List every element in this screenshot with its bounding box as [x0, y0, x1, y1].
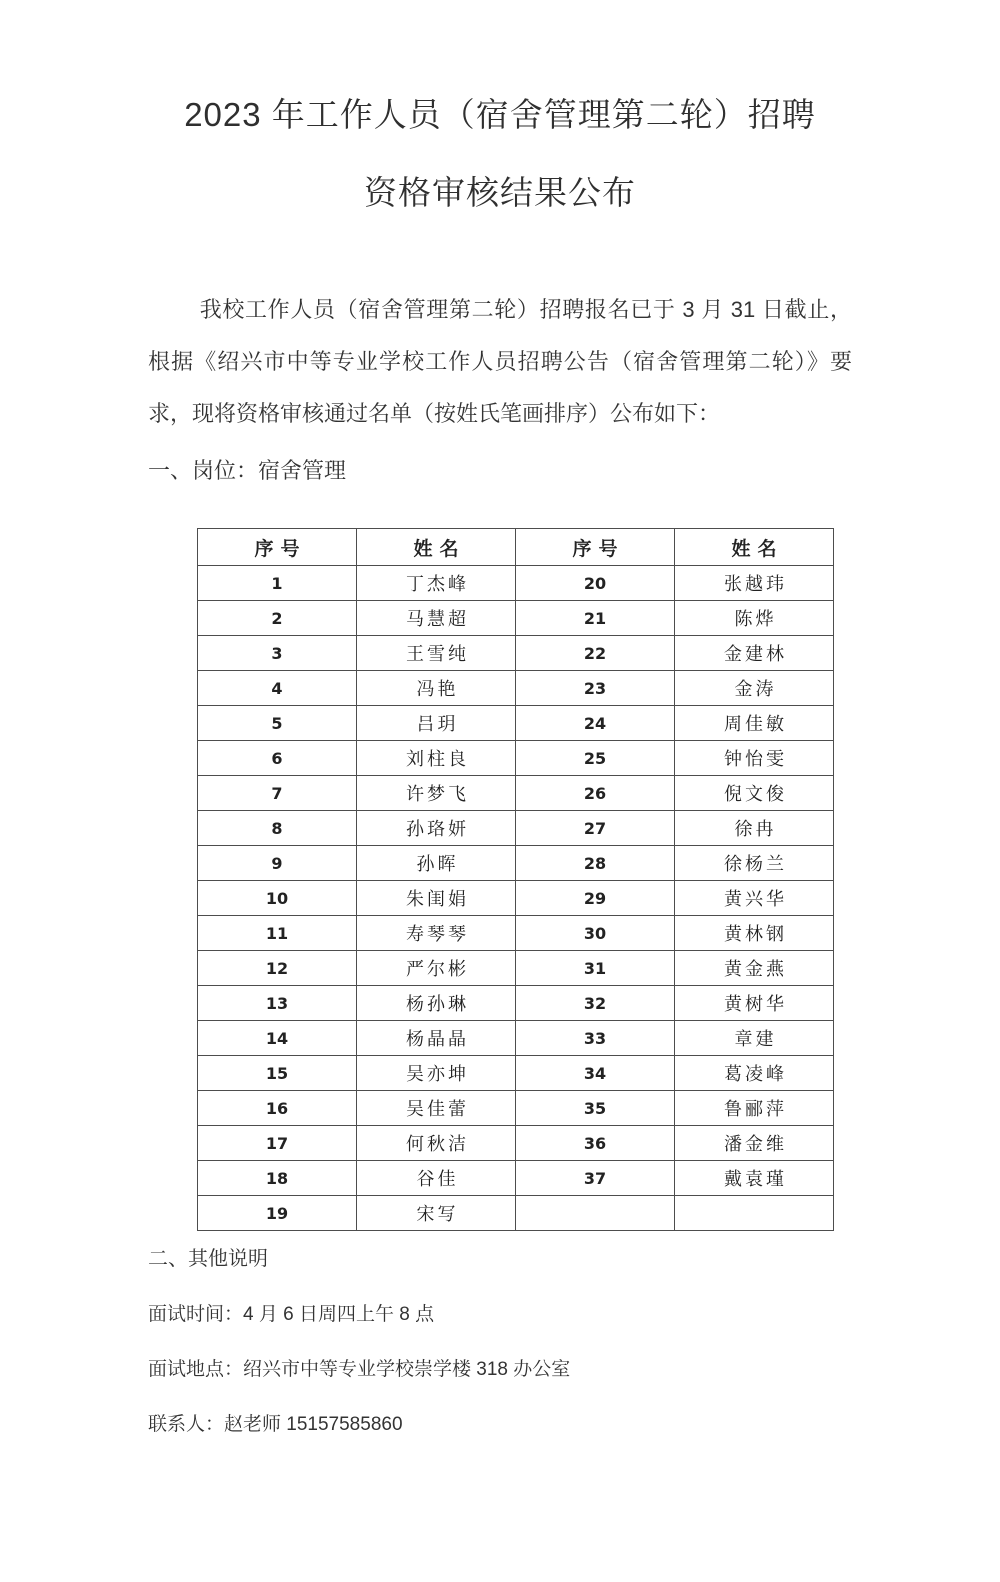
serial-cell: 33 [516, 1021, 675, 1056]
serial-cell: 8 [198, 811, 357, 846]
table-row [198, 986, 834, 1021]
table-row [198, 1126, 834, 1161]
name-cell: 许梦飞 [357, 776, 516, 811]
interview-time-line: 面试时间：4 月 6 日周四上午 8 点 [148, 1304, 435, 1325]
serial-cell: 26 [516, 776, 675, 811]
name-cell: 杨晶晶 [357, 1021, 516, 1056]
name-cell: 马慧超 [357, 601, 516, 636]
serial-cell: 17 [198, 1126, 357, 1161]
serial-cell: 32 [516, 986, 675, 1021]
serial-cell: 14 [198, 1021, 357, 1056]
name-cell: 鲁郦萍 [675, 1091, 834, 1126]
serial-cell: 25 [516, 741, 675, 776]
contact-person-line: 联系人：赵老师 15157585860 [148, 1414, 403, 1435]
serial-cell: 27 [516, 811, 675, 846]
serial-cell: 10 [198, 881, 357, 916]
name-cell: 刘柱良 [357, 741, 516, 776]
serial-cell: 22 [516, 636, 675, 671]
serial-cell: 35 [516, 1091, 675, 1126]
table-row [198, 1161, 834, 1196]
document-title-line-2: 资格审核结果公布 [364, 174, 636, 211]
header-name-right: 姓名 [675, 529, 834, 566]
serial-cell: 19 [198, 1196, 357, 1231]
applicant-roster-table [197, 528, 834, 1231]
serial-cell: 9 [198, 846, 357, 881]
name-cell: 陈烨 [675, 601, 834, 636]
interview-location-line: 面试地点：绍兴市中等专业学校崇学楼 318 办公室 [148, 1359, 571, 1380]
name-cell: 戴袁瑾 [675, 1161, 834, 1196]
name-cell: 倪文俊 [675, 776, 834, 811]
serial-cell: 37 [516, 1161, 675, 1196]
name-cell: 严尔彬 [357, 951, 516, 986]
serial-cell: 31 [516, 951, 675, 986]
table-row [198, 881, 834, 916]
name-cell: 葛凌峰 [675, 1056, 834, 1091]
section-heading-position: 一、岗位：宿舍管理 [148, 458, 347, 483]
name-cell: 黄林钢 [675, 916, 834, 951]
serial-cell: 16 [198, 1091, 357, 1126]
table-row [198, 636, 834, 671]
name-cell: 潘金维 [675, 1126, 834, 1161]
serial-cell: 36 [516, 1126, 675, 1161]
serial-cell: 3 [198, 636, 357, 671]
serial-cell: 15 [198, 1056, 357, 1091]
name-cell: 金建林 [675, 636, 834, 671]
section-heading-other-notes: 二、其他说明 [148, 1248, 268, 1270]
serial-cell: 34 [516, 1056, 675, 1091]
name-cell: 徐冉 [675, 811, 834, 846]
roster-header [198, 529, 834, 566]
name-cell: 张越玮 [675, 566, 834, 601]
name-cell: 丁杰峰 [357, 566, 516, 601]
name-cell: 杨孙琳 [357, 986, 516, 1021]
name-cell: 钟怡雯 [675, 741, 834, 776]
name-cell [675, 1196, 834, 1231]
name-cell: 孙晖 [357, 846, 516, 881]
intro-section [148, 284, 852, 440]
name-cell: 金涛 [675, 671, 834, 706]
name-cell: 吴佳蕾 [357, 1091, 516, 1126]
name-cell: 黄树华 [675, 986, 834, 1021]
serial-cell [516, 1196, 675, 1231]
table-row [198, 811, 834, 846]
table-row [198, 776, 834, 811]
serial-cell: 12 [198, 951, 357, 986]
header-serial-left: 序号 [198, 529, 357, 566]
serial-cell: 28 [516, 846, 675, 881]
header-serial-right: 序号 [516, 529, 675, 566]
roster-header-row [198, 529, 834, 566]
table-row [198, 1196, 834, 1231]
table-row [198, 916, 834, 951]
table-row [198, 951, 834, 986]
name-cell: 冯艳 [357, 671, 516, 706]
serial-cell: 13 [198, 986, 357, 1021]
table-row [198, 706, 834, 741]
name-cell: 孙珞妍 [357, 811, 516, 846]
name-cell: 朱闺娟 [357, 881, 516, 916]
table-row [198, 1021, 834, 1056]
serial-cell: 30 [516, 916, 675, 951]
serial-cell: 4 [198, 671, 357, 706]
name-cell: 何秋洁 [357, 1126, 516, 1161]
name-cell: 徐杨兰 [675, 846, 834, 881]
table-row [198, 601, 834, 636]
name-cell: 寿琴琴 [357, 916, 516, 951]
table-row [198, 741, 834, 776]
roster-body [198, 566, 834, 1231]
serial-cell: 1 [198, 566, 357, 601]
serial-cell: 29 [516, 881, 675, 916]
serial-cell: 7 [198, 776, 357, 811]
table-row [198, 1056, 834, 1091]
name-cell: 章建 [675, 1021, 834, 1056]
serial-cell: 20 [516, 566, 675, 601]
table-row [198, 1091, 834, 1126]
serial-cell: 21 [516, 601, 675, 636]
serial-cell: 6 [198, 741, 357, 776]
name-cell: 黄金燕 [675, 951, 834, 986]
name-cell: 吕玥 [357, 706, 516, 741]
name-cell: 谷佳 [357, 1161, 516, 1196]
other-notes-section [148, 1245, 852, 1438]
header-name-left: 姓名 [357, 529, 516, 566]
intro-paragraph: 我校工作人员（宿舍管理第二轮）招聘报名已于 3 月 31 日截止，根据《绍兴市中等专业学校工作人员招聘公告（宿舍管理第二轮）》要求，现将资格审核通过名单（按姓氏笔画排序）公布如下： [148, 297, 852, 426]
serial-cell: 23 [516, 671, 675, 706]
name-cell: 黄兴华 [675, 881, 834, 916]
serial-cell: 2 [198, 601, 357, 636]
serial-cell: 18 [198, 1161, 357, 1196]
name-cell: 宋写 [357, 1196, 516, 1231]
name-cell: 吴亦坤 [357, 1056, 516, 1091]
serial-cell: 11 [198, 916, 357, 951]
serial-cell: 24 [516, 706, 675, 741]
table-row [198, 566, 834, 601]
name-cell: 王雪纯 [357, 636, 516, 671]
name-cell: 周佳敏 [675, 706, 834, 741]
document-title [0, 0, 1000, 232]
table-row [198, 846, 834, 881]
table-row [198, 671, 834, 706]
document-title-line-1: 2023 年工作人员（宿舍管理第二轮）招聘 [184, 96, 816, 133]
serial-cell: 5 [198, 706, 357, 741]
